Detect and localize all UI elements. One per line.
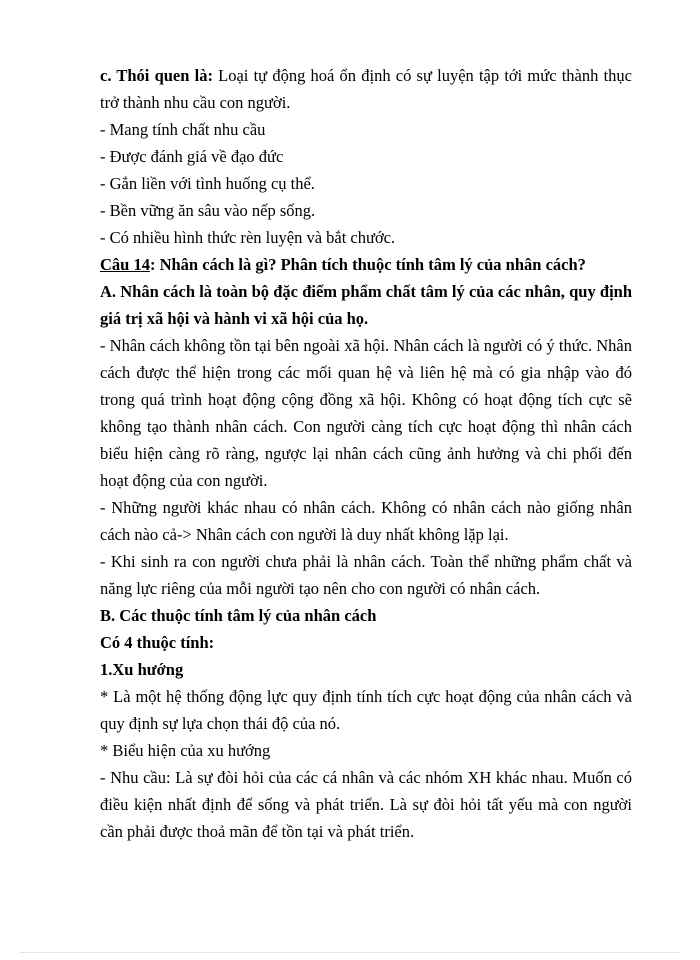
habit-definition	[100, 62, 632, 116]
question-label: Câu 14	[100, 255, 150, 274]
habit-text: Loại tự động hoá ổn định có sự luyện tập tới mức thành thục trở thành nhu cầu con người.	[100, 66, 632, 112]
subsection-heading: 1.Xu hướng	[100, 660, 184, 679]
question-text: : Nhân cách là gì? Phân tích thuộc tính tâm lý của nhân cách?	[149, 255, 586, 274]
habit-bullet: - Có nhiều hình thức rèn luyện và bắt chước.	[100, 228, 396, 247]
page-bottom-divider	[20, 952, 680, 953]
tendency-definition: * Là một hệ thống động lực quy định tính tích cực hoạt động của nhân cách và quy định sự lựa chọn thái độ của nó.	[100, 687, 632, 733]
tendency-expression: * Biểu hiện của xu hướng	[100, 741, 271, 760]
habit-bullet: - Gắn liền với tình huống cụ thể.	[100, 174, 315, 193]
question-heading	[100, 251, 632, 278]
habit-bullet: - Bền vững ăn sâu vào nếp sống.	[100, 201, 316, 220]
section-a-paragraph: - Nhân cách không tồn tại bên ngoài xã hội. Nhân cách là người có ý thức. Nhân cách được thể hiện trong các mối quan hệ và liên hệ mà có gia nhập vào đó trong quá trình hoạt động cộng đồng xã hội. Không có hoạt động tích cực sẽ không tạo thành nhân cách. Con người càng tích cực hoạt động thì nhân cách biểu hiện càng rõ ràng, ngược lại nhân cách cũng ảnh hưởng và chi phối đến hoạt động của con người.	[100, 336, 632, 490]
need-paragraph: - Nhu cầu: Là sự đòi hỏi của các cá nhân và các nhóm XH khác nhau. Muốn có điều kiện nhất định để sống và phát triển. Là sự đòi hỏi tất yếu mà con người cần phải được thoả mãn để tồn tại và phát triển.	[100, 768, 632, 841]
section-a-paragraph: - Những người khác nhau có nhân cách. Không có nhân cách nào giống nhân cách nào cả-> Nhân cách con người là duy nhất không lặp lại.	[100, 498, 632, 544]
document-body	[100, 62, 632, 845]
section-a-paragraph: - Khi sinh ra con người chưa phải là nhân cách. Toàn thể những phẩm chất và năng lực riêng của mỗi người tạo nên cho con người có nhân cách.	[100, 552, 632, 598]
section-a-heading: A. Nhân cách là toàn bộ đặc điểm phẩm chất tâm lý của các nhân, quy định giá trị xã hội và hành vi xã hội của họ.	[100, 282, 632, 328]
attribute-count: Có 4 thuộc tính:	[100, 633, 215, 652]
habit-bullet: - Được đánh giá về đạo đức	[100, 147, 284, 166]
habit-label: c. Thói quen là:	[100, 66, 213, 85]
section-b-heading: B. Các thuộc tính tâm lý của nhân cách	[100, 606, 377, 625]
habit-bullet: - Mang tính chất nhu cầu	[100, 120, 266, 139]
